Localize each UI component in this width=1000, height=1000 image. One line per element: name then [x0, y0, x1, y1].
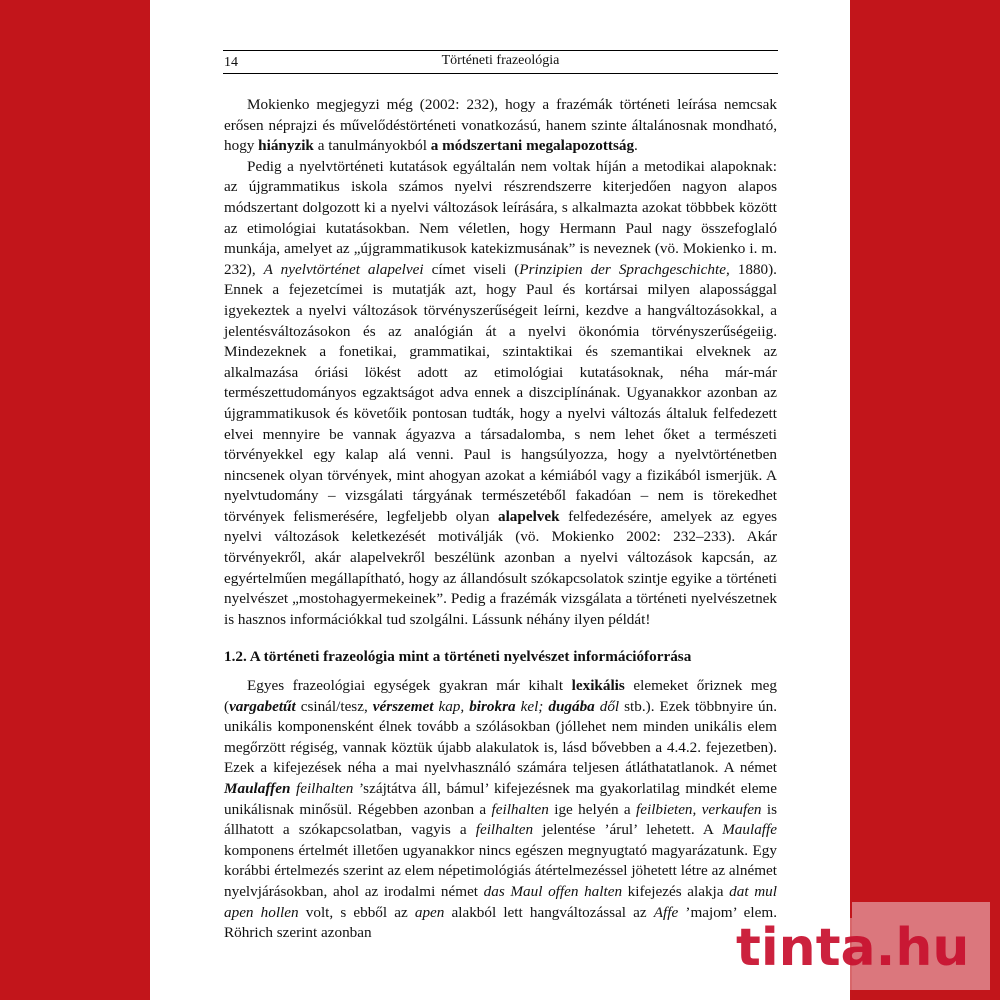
text-run: ’szájtátva áll, bámul’ kifejezésnek ma gyakorlatilag mindkét eleme unikálisnak minősül. Régebben azonban a — [224, 780, 777, 818]
running-title: Történeti frazeológia — [441, 53, 560, 68]
emphasis-run: birokra — [469, 697, 516, 715]
text-run: is állhatott a szókapcsolatban, vagyis a — [224, 800, 777, 839]
text-run: volt, s ebből az — [298, 903, 415, 921]
emphasis-run: alapelvek — [497, 507, 560, 525]
paragraph-1 — [224, 95, 777, 157]
emphasis-run: das Maul offen halten — [483, 882, 623, 900]
book-page — [150, 0, 850, 1000]
text-run: . — [634, 137, 638, 155]
text-run: stb.). Ezek többnyire ún. unikális komponensként élnek tovább a szólásokban (jóllehet nem minden unikális elem megőrzött régiség, vannak köztük újabb alakulatok is, lásd bővebben a 4.4.2. fejezetben). Ezek a kifejezések néha a mai nyelvhasználó számára teljesen átláthatatlanok. A német — [224, 697, 778, 777]
running-header — [223, 50, 778, 74]
emphasis-run: Maulaffen — [224, 780, 291, 797]
emphasis-run: feilhalten — [475, 821, 534, 839]
text-run: alakból lett hangváltozással az — [444, 903, 654, 921]
emphasis-run: dugába — [548, 697, 595, 715]
text-run: csinál/tesz, — [295, 697, 373, 715]
emphasis-run: kel; — [515, 697, 549, 715]
text-run: címet viseli ( — [423, 260, 520, 278]
text-run: Pedig a nyelvtörténeti kutatások egyáltalán nem voltak híján a metodikai alapoknak: az újgrammatikus iskola számos nyelvi részrendszerre kiterjedően nagyon alapos módszertant dolgozott ki a nyelvi változások leírására, s alkalmazta azokat többbek között az etimológiai kutatásokban. Nem véletlen, hogy Hermann Paul nagy összefoglaló munkája, amelyet az „újgrammatikusok katekizmusának” is neveznek (vö. Mokienko i. m. 232), — [224, 157, 777, 278]
text-run: felfedezésére, amelyek az egyes nyelvi változások keletkezését motiválják (vö. Mokienko 2002: 232–233). Akár törvényekről, akár alapelvekről beszélünk azonban a nyelvi változások kapcsán, az egyértelműen megállapítható, hogy az állandósult szókapcsolatok szintje egyike a történeti nyelvészet „mostohagyermekeinek”. Pedig a frazémák vizsgálata a történeti nyelvészetnek is hasznos információkkal tud szolgálni. Lássunk néhány ilyen példát! — [224, 507, 777, 628]
emphasis-run: a módszertani megalapozottság — [430, 137, 635, 155]
text-run: ige helyén a — [548, 800, 637, 818]
text-run: Egyes frazeológiai egységek gyakran már kihalt — [247, 677, 572, 695]
emphasis-run: vargabetűt — [229, 697, 296, 715]
emphasis-run: dat mul apen hollen — [224, 882, 777, 921]
emphasis-run: Affe — [653, 903, 679, 921]
text-run: , 1880). Ennek a fejezetcímei is mutatják azt, hogy Paul és kortársai milyen alapossággal igyekeztek a nyelvi változások törvényszerűségeit leírni, kezdve a hangváltozásokkal, a jelentésváltozásokon és az analógián át a nyelvi ökonómia törvényszerűségeiig. Mindezeknek a fonetikai, grammatikai, szintaktikai és szemantikai elveknek az alkalmazása óriási lökést adott az etimológiai kutatásoknak, néha már-már természettudományos egzaktságot adva ennek a diszciplínának. Ugyanakkor azonban az újgrammatikusok és követőik pontosan tudták, hogy a nyelvi változás általuk felfedezett elvei mennyire be vannak ágyazva a társadalomba, s nem lehet őket a természeti törvényekkel egy kalap alá venni. Paul is hangsúlyozza, hogy a nyelvtörténetben nincsenek olyan törvények, mint ahogyan azokat a kémiából vagy a fizikából ismerjük. A nyelvtudomány – vizsgálati tárgyának természetéből fakadóan – nem is törekedhet törvények felismerésére, legfeljebb olyan — [224, 260, 777, 525]
text-run: komponens értelmét illetően ugyanakkor nincs egészen megnyugtató magyarázatunk. Egy korábbi értelmezés szerint az elem népetimológiás átértelmezéssel jöhetett létre az alnémet nyelvjárásokban, ahol az irodalmi német — [224, 841, 777, 900]
emphasis-run: vérszemet — [372, 697, 434, 715]
watermark-logo: tinta.hu — [736, 918, 970, 978]
paragraph-3 — [224, 676, 777, 944]
emphasis-run: apen — [414, 903, 445, 921]
emphasis-run: feilhalten — [491, 800, 549, 818]
emphasis-run: Prinzipien der Sprachgeschichte — [519, 260, 726, 278]
text-run: ’majom’ elem. Röhrich szerint azonban — [224, 903, 777, 942]
emphasis-run: kap, — [433, 697, 470, 715]
emphasis-run: hiányzik — [258, 137, 314, 155]
text-run: jelentése ’árul’ lehetett. A — [533, 821, 723, 839]
text-run: elemeket őriznek meg ( — [224, 677, 777, 715]
emphasis-run: Maulaffe — [722, 821, 777, 839]
text-run: kifejezés alakja — [622, 882, 730, 900]
page-number: 14 — [224, 55, 238, 70]
emphasis-run: feilbieten, verkaufen — [636, 800, 762, 818]
emphasis-run: lexikális — [571, 677, 625, 695]
emphasis-run: feilhalten — [290, 780, 354, 797]
page-body — [224, 95, 777, 944]
paragraph-2 — [224, 157, 777, 631]
emphasis-run: A nyelvtörténet alapelvei — [263, 260, 424, 278]
text-run: a tanulmányokból — [313, 137, 431, 155]
section-heading: 1.2. A történeti frazeológia mint a történeti nyelvészet információforrása — [224, 648, 692, 666]
text-run: Mokienko megjegyzi még (2002: 232), hogy a frazémák történeti leírása nemcsak erősen néprajzi és művelődéstörténeti vonatkozású, hanem szinte általánosnak mondható, hogy — [224, 96, 777, 155]
emphasis-run: dől — [594, 697, 620, 715]
